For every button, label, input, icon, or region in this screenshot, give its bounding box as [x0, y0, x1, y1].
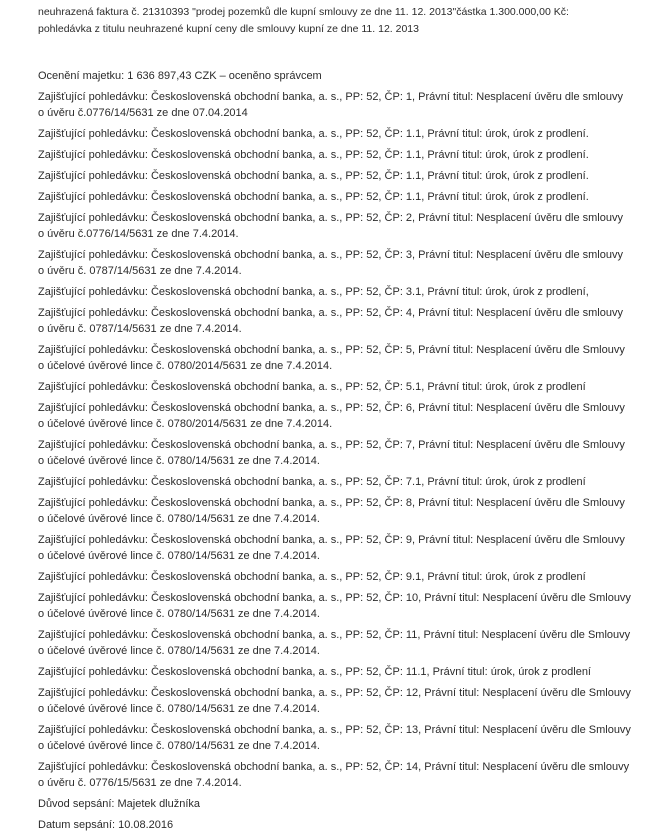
invoice-header — [38, 4, 646, 38]
entry-line-1: Zajišťující pohledávku: Československá obchodní banka, a. s., PP: 52, ČP: 1, Právní titul: Nesplacení úvěru dle smlouvy — [38, 91, 623, 103]
entry-line-1: Zajišťující pohledávku: Československá obchodní banka, a. s., PP: 52, ČP: 1.1, Právní titul: úrok, úrok z prodlení. — [38, 128, 589, 140]
list-item — [38, 495, 646, 527]
entry-line-2: o úvěru č.0776/14/5631 ze dne 07.04.2014 — [38, 107, 248, 119]
list-item — [38, 627, 646, 659]
list-item — [38, 532, 646, 564]
entry-line-1: Zajišťující pohledávku: Československá obchodní banka, a. s., PP: 52, ČP: 1.1, Právní titul: úrok, úrok z prodlení. — [38, 191, 589, 203]
list-item — [38, 342, 646, 374]
list-item — [38, 437, 646, 469]
valuation-text: Ocenění majetku: 1 636 897,43 CZK – oceněno správcem — [38, 70, 322, 82]
entry-line-2: o účelové úvěrové lince č. 0780/14/5631 ze dne 7.4.2014. — [38, 645, 320, 657]
list-item — [38, 147, 646, 163]
entry-line-1: Zajišťující pohledávku: Československá obchodní banka, a. s., PP: 52, ČP: 4, Právní titul: Nesplacení úvěru dle smlouvy — [38, 307, 623, 319]
list-item — [38, 759, 646, 791]
header-line-1: neuhrazená faktura č. 21310393 "prodej pozemků dle kupní smlouvy ze dne 11. 12. 2013"částka 1.300.000,00 Kč: — [38, 6, 569, 18]
date-text: Datum sepsání: 10.08.2016 — [38, 819, 174, 831]
list-item — [38, 379, 646, 395]
list-item — [38, 126, 646, 142]
list-item — [38, 569, 646, 585]
entry-line-2: o účelové úvěrové lince č. 0780/14/5631 ze dne 7.4.2014. — [38, 740, 320, 752]
entry-line-1: Zajišťující pohledávku: Československá obchodní banka, a. s., PP: 52, ČP: 3, Právní titul: Nesplacení úvěru dle smlouvy — [38, 249, 623, 261]
entry-line-1: Zajišťující pohledávku: Československá obchodní banka, a. s., PP: 52, ČP: 5, Právní titul: Nesplacení úvěru dle Smlouvy — [38, 344, 625, 356]
list-item — [38, 210, 646, 242]
list-item — [38, 89, 646, 121]
entry-line-2: o účelové úvěrové lince č. 0780/2014/5631 ze dne 7.4.2014. — [38, 360, 333, 372]
entry-line-1: Zajišťující pohledávku: Československá obchodní banka, a. s., PP: 52, ČP: 11.1, Právní titul: úrok, úrok z prodlení — [38, 666, 591, 678]
entry-line-2: o účelové úvěrové lince č. 0780/14/5631 ze dne 7.4.2014. — [38, 455, 320, 467]
list-item — [38, 305, 646, 337]
entry-line-1: Zajišťující pohledávku: Československá obchodní banka, a. s., PP: 52, ČP: 8, Právní titul: Nesplacení úvěru dle Smlouvy — [38, 497, 625, 509]
entry-line-1: Zajišťující pohledávku: Československá obchodní banka, a. s., PP: 52, ČP: 3.1, Právní titul: úrok, úrok z prodlení, — [38, 286, 589, 298]
entry-line-2: o účelové úvěrové lince č. 0780/14/5631 ze dne 7.4.2014. — [38, 608, 320, 620]
entry-line-1: Zajišťující pohledávku: Československá obchodní banka, a. s., PP: 52, ČP: 6, Právní titul: Nesplacení úvěru dle Smlouvy — [38, 402, 625, 414]
entry-line-2: o účelové úvěrové lince č. 0780/14/5631 ze dne 7.4.2014. — [38, 550, 320, 562]
entry-line-1: Zajišťující pohledávku: Československá obchodní banka, a. s., PP: 52, ČP: 5.1, Právní titul: úrok, úrok z prodlení — [38, 381, 586, 393]
entry-line-2: o úvěru č.0776/14/5631 ze dne 7.4.2014. — [38, 228, 239, 240]
entry-line-1: Zajišťující pohledávku: Československá obchodní banka, a. s., PP: 52, ČP: 9.1, Právní titul: úrok, úrok z prodlení — [38, 571, 586, 583]
entry-line-1: Zajišťující pohledávku: Československá obchodní banka, a. s., PP: 52, ČP: 11, Právní titul: Nesplacení úvěru dle Smlouvy — [38, 629, 631, 641]
list-item — [38, 189, 646, 205]
entry-line-2: o účelové úvěrové lince č. 0780/14/5631 ze dne 7.4.2014. — [38, 513, 320, 525]
list-item — [38, 284, 646, 300]
entry-line-1: Zajišťující pohledávku: Československá obchodní banka, a. s., PP: 52, ČP: 13, Právní titul: Nesplacení úvěru dle Smlouvy — [38, 724, 631, 736]
entry-line-1: Zajišťující pohledávku: Československá obchodní banka, a. s., PP: 52, ČP: 7, Právní titul: Nesplacení úvěru dle Smlouvy — [38, 439, 625, 451]
entry-line-1: Zajišťující pohledávku: Československá obchodní banka, a. s., PP: 52, ČP: 9, Právní titul: Nesplacení úvěru dle Smlouvy — [38, 534, 625, 546]
entry-line-2: o úvěru č. 0776/15/5631 ze dne 7.4.2014. — [38, 777, 242, 789]
entry-line-2: o úvěru č. 0787/14/5631 ze dne 7.4.2014. — [38, 265, 242, 277]
entry-line-1: Zajišťující pohledávku: Československá obchodní banka, a. s., PP: 52, ČP: 7.1, Právní titul: úrok, úrok z prodlení — [38, 476, 586, 488]
entry-line-2: o úvěru č. 0787/14/5631 ze dne 7.4.2014. — [38, 323, 242, 335]
entry-line-1: Zajišťující pohledávku: Československá obchodní banka, a. s., PP: 52, ČP: 1.1, Právní titul: úrok, úrok z prodlení. — [38, 170, 589, 182]
list-item — [38, 722, 646, 754]
list-item — [38, 247, 646, 279]
list-item — [38, 168, 646, 184]
entries-list — [38, 89, 646, 791]
list-item — [38, 685, 646, 717]
entry-line-1: Zajišťující pohledávku: Československá obchodní banka, a. s., PP: 52, ČP: 12, Právní titul: Nesplacení úvěru dle Smlouvy — [38, 687, 631, 699]
entry-line-1: Zajišťující pohledávku: Československá obchodní banka, a. s., PP: 52, ČP: 10, Právní titul: Nesplacení úvěru dle Smlouvy — [38, 592, 631, 604]
entry-line-1: Zajišťující pohledávku: Československá obchodní banka, a. s., PP: 52, ČP: 14, Právní titul: Nesplacení úvěru dle smlouvy — [38, 761, 630, 773]
entry-line-2: o účelové úvěrové lince č. 0780/2014/5631 ze dne 7.4.2014. — [38, 418, 333, 430]
entry-line-1: Zajišťující pohledávku: Československá obchodní banka, a. s., PP: 52, ČP: 1.1, Právní titul: úrok, úrok z prodlení. — [38, 149, 589, 161]
header-line-2: pohledávka z titulu neuhrazené kupní ceny dle smlouvy kupní ze dne 11. 12. 2013 — [38, 23, 419, 35]
list-item — [38, 400, 646, 432]
list-item — [38, 474, 646, 490]
list-item — [38, 590, 646, 622]
entry-line-2: o účelové úvěrové lince č. 0780/14/5631 ze dne 7.4.2014. — [38, 703, 320, 715]
list-item — [38, 664, 646, 680]
entry-line-1: Zajišťující pohledávku: Československá obchodní banka, a. s., PP: 52, ČP: 2, Právní titul: Nesplacení úvěru dle smlouvy — [38, 212, 623, 224]
reason-text: Důvod sepsání: Majetek dlužníka — [38, 798, 201, 810]
